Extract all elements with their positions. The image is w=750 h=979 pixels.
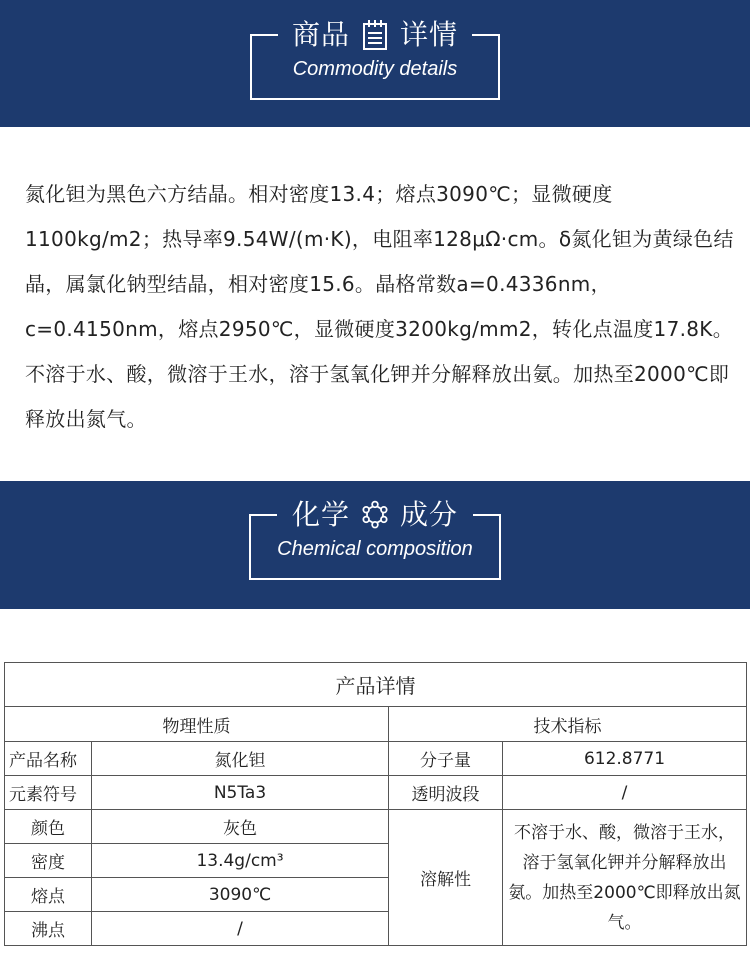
row-label: 熔点 bbox=[5, 878, 92, 912]
banner-frame bbox=[250, 18, 500, 100]
row-label: 透明波段 bbox=[389, 776, 503, 810]
chemical-composition-banner bbox=[0, 481, 750, 609]
row-label: 产品名称 bbox=[5, 742, 92, 776]
row-label: 颜色 bbox=[5, 810, 92, 844]
row-value: N5Ta3 bbox=[92, 776, 389, 810]
row-value: 612.8771 bbox=[503, 742, 747, 776]
banner-subtitle: Commodity details bbox=[292, 58, 458, 80]
banner-subtitle: Chemical composition bbox=[277, 538, 473, 560]
column-header-technical: 技术指标 bbox=[389, 707, 747, 742]
row-value: / bbox=[92, 912, 389, 946]
banner-title bbox=[251, 498, 499, 532]
banner-title-left: 化学 bbox=[291, 498, 350, 531]
solubility-value: 不溶于水、酸，微溶于王水，溶于氢氧化钾并分解释放出氨。加热至2000℃即释放出氮气。 bbox=[503, 810, 747, 946]
banner-title-left: 商品 bbox=[291, 18, 350, 51]
solubility-label: 溶解性 bbox=[389, 810, 503, 946]
row-label: 密度 bbox=[5, 844, 92, 878]
table-header-row bbox=[5, 707, 747, 742]
row-label: 分子量 bbox=[389, 742, 503, 776]
row-value: 13.4g/cm³ bbox=[92, 844, 389, 878]
row-value: 3090℃ bbox=[92, 878, 389, 912]
molecule-icon bbox=[360, 498, 390, 532]
table-row bbox=[5, 810, 747, 844]
row-label: 沸点 bbox=[5, 912, 92, 946]
banner-title-right: 详情 bbox=[400, 18, 459, 51]
column-header-physical: 物理性质 bbox=[5, 707, 389, 742]
product-details-table bbox=[4, 662, 747, 946]
table-row bbox=[5, 742, 747, 776]
banner-title-right: 成分 bbox=[400, 498, 459, 531]
table-title: 产品详情 bbox=[5, 663, 747, 707]
table-title-row bbox=[5, 663, 747, 707]
table-row bbox=[5, 776, 747, 810]
commodity-details-banner bbox=[0, 0, 750, 127]
product-description: 氮化钽为黑色六方结晶。相对密度13.4；熔点3090℃；显微硬度1100kg/m2；热导率9.54W/(m·K)，电阻率128μΩ·cm。δ氮化钽为黄绿色结晶，属氯化钠型结晶，相对密度15.6。晶格常数a=0.4336nm，c=0.4150nm，熔点2950℃，显微硬度3200kg/mm2，转化点温度17.8K。不溶于水、酸，微溶于王水，溶于氢氧化钾并分解释放出氨。加热至2000℃即释放出氮气。 bbox=[25, 182, 734, 431]
row-label: 元素符号 bbox=[5, 776, 92, 810]
banner-frame bbox=[249, 498, 501, 580]
row-value: 灰色 bbox=[92, 810, 389, 844]
row-value: / bbox=[503, 776, 747, 810]
banner-title bbox=[252, 18, 498, 52]
row-value: 氮化钽 bbox=[92, 742, 389, 776]
notepad-icon bbox=[360, 18, 390, 52]
